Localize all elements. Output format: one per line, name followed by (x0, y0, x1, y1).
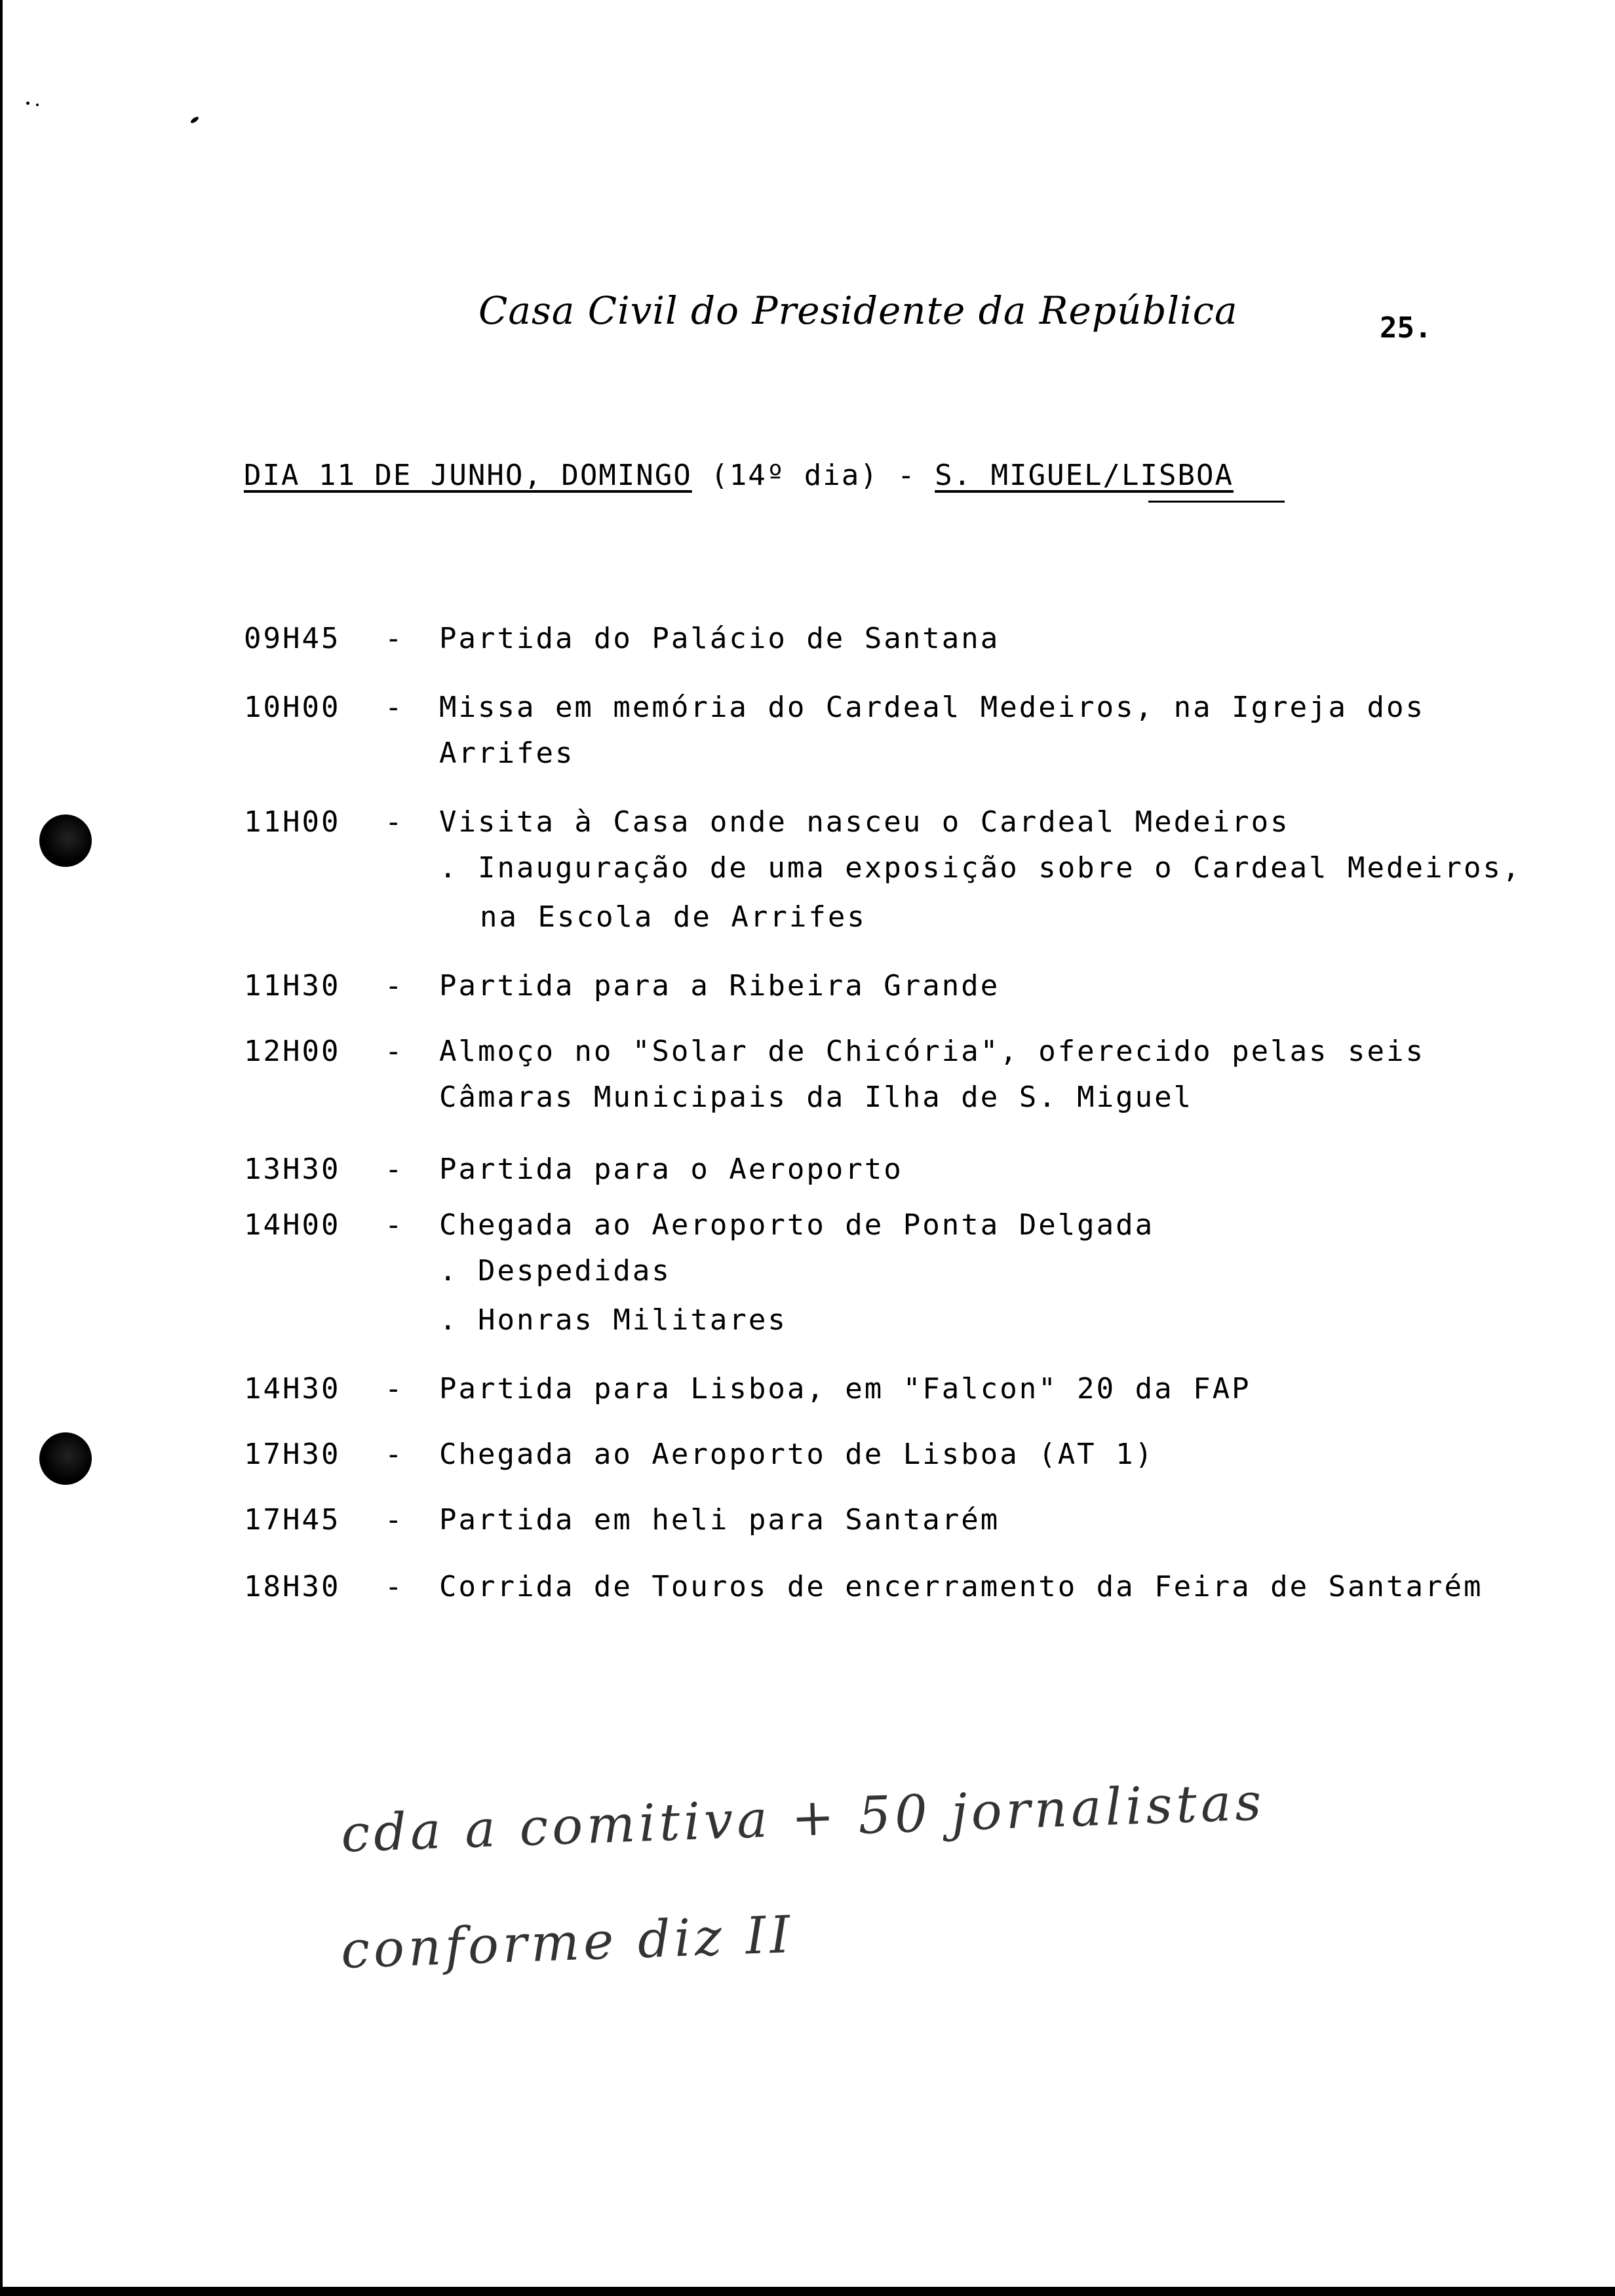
entry-subitem: . Despedidas (439, 1254, 671, 1288)
heading-day-count: (14º dia) - (691, 459, 935, 492)
scan-speck (190, 116, 200, 124)
entry-dash: - (385, 1153, 404, 1186)
entry-subitem-continuation: na Escola de Arrifes (480, 900, 866, 934)
entry-text: Missa em memória do Cardeal Medeiros, na Igreja dos (439, 691, 1426, 724)
entry-dash: - (385, 1035, 404, 1068)
entry-time: 11H00 (244, 805, 341, 839)
entry-dash: - (385, 1503, 404, 1537)
entry-dash: - (385, 969, 404, 1003)
entry-text: Partida do Palácio de Santana (439, 622, 1000, 655)
entry-dash: - (385, 805, 404, 839)
heading-date: DIA 11 DE JUNHO, DOMINGO (244, 459, 692, 492)
page-number: 25. (1380, 311, 1432, 345)
entry-time: 09H45 (244, 622, 341, 655)
letterhead: Casa Civil do Presidente da República (478, 288, 1238, 333)
entry-dash: - (385, 622, 404, 655)
scan-speck (26, 102, 29, 105)
heading-double-underline (1148, 501, 1285, 503)
handwritten-note-line2: conforme diz II (340, 1905, 795, 1981)
entry-time: 10H00 (244, 691, 341, 724)
entry-text: Almoço no "Solar de Chicória", oferecido pelas seis (439, 1035, 1426, 1068)
entry-text-continuation: Câmaras Municipais da Ilha de S. Miguel (439, 1081, 1194, 1114)
day-heading (244, 459, 1234, 492)
punch-hole-bottom (39, 1432, 92, 1485)
entry-text: Chegada ao Aeroporto de Ponta Delgada (439, 1208, 1155, 1242)
entry-time: 18H30 (244, 1570, 341, 1603)
entry-dash: - (385, 1372, 404, 1406)
entry-time: 17H45 (244, 1503, 341, 1537)
entry-dash: - (385, 691, 404, 724)
entry-time: 14H30 (244, 1372, 341, 1406)
entry-text: Partida para Lisboa, em "Falcon" 20 da FAP (439, 1372, 1251, 1406)
entry-subitem: . Honras Militares (439, 1303, 787, 1337)
entry-dash: - (385, 1570, 404, 1603)
entry-dash: - (385, 1208, 404, 1242)
scan-edge-left (0, 0, 3, 2296)
entry-text: Partida para a Ribeira Grande (439, 969, 1000, 1003)
entry-time: 12H00 (244, 1035, 341, 1068)
entry-time: 14H00 (244, 1208, 341, 1242)
entry-text-continuation: Arrifes (439, 737, 575, 770)
entry-time: 17H30 (244, 1438, 341, 1471)
entry-time: 13H30 (244, 1153, 341, 1186)
heading-location: S. MIGUEL/LISBOA (935, 459, 1234, 492)
entry-text: Partida para o Aeroporto (439, 1153, 903, 1186)
entry-text: Visita à Casa onde nasceu o Cardeal Medeiros (439, 805, 1290, 839)
entry-dash: - (385, 1438, 404, 1471)
entry-text: Chegada ao Aeroporto de Lisboa (AT 1) (439, 1438, 1155, 1471)
handwritten-note-line1: cda a comitiva + 50 jornalistas (340, 1772, 1266, 1864)
entry-subitem: . Inauguração de uma exposição sobre o Cardeal Medeiros, (439, 851, 1522, 885)
punch-hole-top (39, 814, 92, 867)
entry-text: Partida em heli para Santarém (439, 1503, 1000, 1537)
entry-text: Corrida de Touros de encerramento da Feira de Santarém (439, 1570, 1483, 1603)
scan-speck (36, 104, 39, 106)
entry-time: 11H30 (244, 969, 341, 1003)
scan-edge-bottom (0, 2287, 1615, 2296)
